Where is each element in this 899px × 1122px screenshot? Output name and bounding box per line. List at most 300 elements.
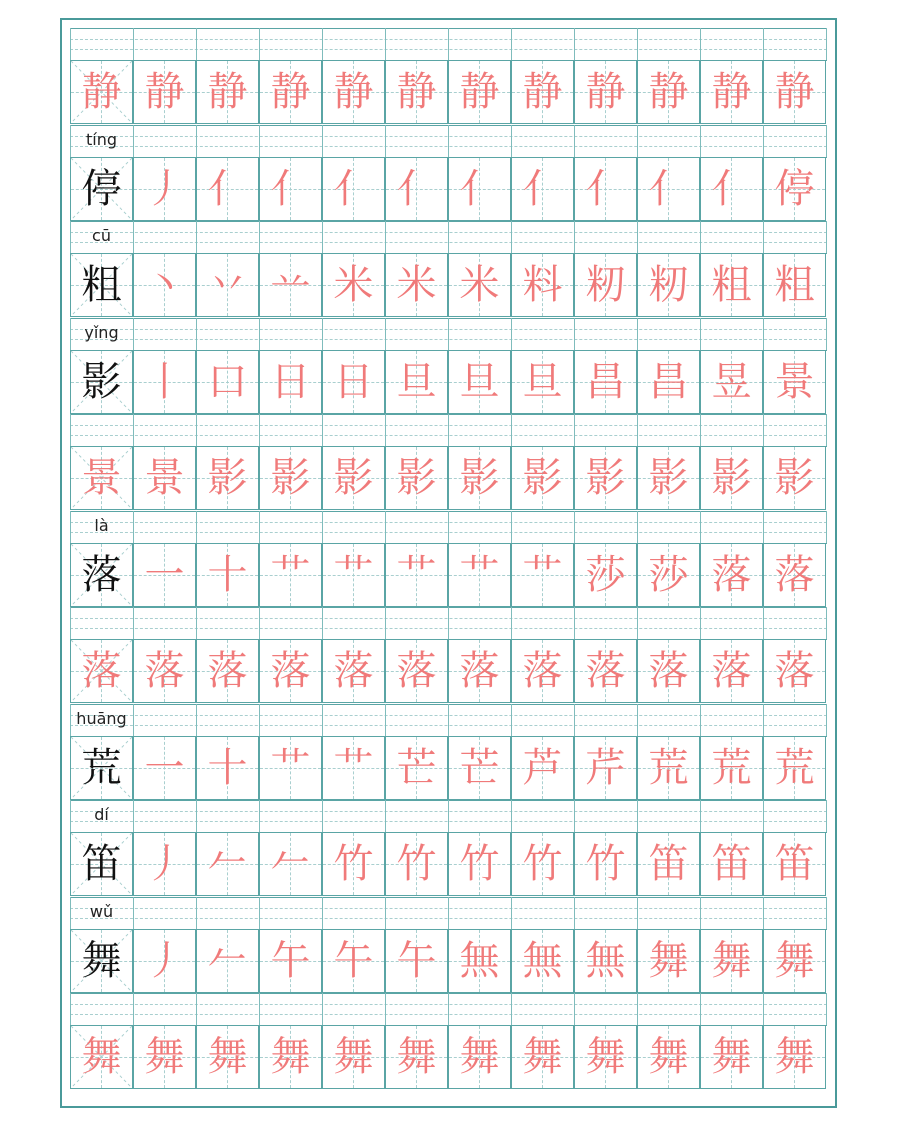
pinyin-column-line (133, 125, 134, 157)
pinyin-column-line (826, 28, 827, 60)
trace-character: 無 (585, 937, 626, 984)
trace-character: 落 (585, 648, 626, 694)
pinyin-column-line (385, 511, 386, 543)
pinyin-column-line (448, 800, 449, 832)
pinyin-column-line (700, 800, 701, 832)
practice-cell (700, 929, 763, 993)
practice-cell (637, 1025, 700, 1089)
pinyin-column-line (322, 125, 323, 157)
pinyin-column-line (637, 414, 638, 446)
practice-cell (637, 253, 700, 317)
trace-character: 静 (333, 69, 374, 115)
practice-cell (700, 832, 763, 896)
practice-cell (259, 446, 322, 510)
character-cells (70, 543, 827, 607)
pinyin-column-line (763, 607, 764, 639)
practice-cell (448, 736, 511, 800)
pinyin-column-line (196, 221, 197, 253)
pinyin-column-line (826, 414, 827, 446)
trace-character: 影 (333, 455, 374, 501)
trace-character: 午 (396, 937, 437, 984)
trace-character: 旦 (396, 358, 437, 405)
pinyin-column-line (637, 993, 638, 1025)
practice-cell (511, 1025, 574, 1089)
model-character: 落 (81, 551, 122, 598)
trace-character: 静 (522, 69, 563, 115)
practice-row (70, 414, 827, 510)
trace-character: 荒 (774, 744, 815, 791)
trace-character: 籾 (585, 262, 626, 308)
trace-character: 米 (396, 262, 437, 308)
practice-cell (448, 60, 511, 124)
trace-character: 竹 (396, 841, 437, 887)
practice-cell (385, 60, 448, 124)
trace-character: 舞 (396, 1034, 437, 1080)
pinyin-label: dí (94, 805, 109, 824)
practice-cell (763, 253, 826, 317)
pinyin-band (70, 28, 827, 60)
trace-character: 𠂉 (207, 841, 248, 887)
character-cells (70, 639, 827, 703)
pinyin-column-line (322, 993, 323, 1025)
practice-cell (322, 832, 385, 896)
model-character: 停 (81, 165, 122, 212)
practice-cell (637, 446, 700, 510)
pinyin-column-line (196, 704, 197, 736)
trace-character: 影 (648, 455, 689, 501)
pinyin-column-line (322, 800, 323, 832)
practice-cell (511, 157, 574, 221)
pinyin-column-line (385, 414, 386, 446)
pinyin-column-line (763, 800, 764, 832)
trace-character: 笛 (648, 841, 689, 887)
practice-row (70, 897, 827, 993)
practice-cell (259, 543, 322, 607)
pinyin-column-line (574, 318, 575, 350)
practice-cell (511, 543, 574, 607)
pinyin-column-line (826, 511, 827, 543)
pinyin-column-line (259, 800, 260, 832)
practice-cell (763, 446, 826, 510)
trace-character: 落 (711, 551, 752, 598)
practice-cell (637, 832, 700, 896)
pinyin-band (70, 125, 827, 157)
trace-character: 笛 (711, 841, 752, 887)
practice-cell (196, 736, 259, 800)
practice-cell (448, 446, 511, 510)
trace-character: 艹 (522, 551, 563, 598)
trace-character: 影 (270, 455, 311, 501)
practice-cell (511, 736, 574, 800)
pinyin-column-line (700, 221, 701, 253)
trace-character: 芒 (396, 744, 437, 791)
practice-cell (511, 639, 574, 703)
pinyin-column-line (826, 993, 827, 1025)
practice-cell (574, 446, 637, 510)
pinyin-column-line (196, 28, 197, 60)
character-cells (70, 253, 827, 317)
pinyin-band (70, 607, 827, 639)
model-character-cell (70, 543, 133, 607)
practice-cell (322, 157, 385, 221)
trace-character: 艹 (333, 551, 374, 598)
practice-cell (259, 60, 322, 124)
trace-character: 静 (585, 69, 626, 115)
trace-character: 丨 (144, 358, 185, 405)
practice-row (70, 993, 827, 1089)
trace-character: 丿 (144, 165, 185, 212)
model-character-cell (70, 446, 133, 510)
pinyin-column-line (574, 511, 575, 543)
practice-cell (511, 350, 574, 414)
practice-row (70, 704, 827, 800)
trace-character: 昱 (711, 358, 752, 405)
trace-character: 午 (333, 937, 374, 984)
trace-character: 落 (711, 648, 752, 694)
practice-cell (700, 543, 763, 607)
practice-cell (133, 929, 196, 993)
trace-character: 亻 (522, 165, 563, 212)
pinyin-column-line (700, 993, 701, 1025)
practice-cell (322, 639, 385, 703)
practice-cell (448, 1025, 511, 1089)
model-character-cell (70, 639, 133, 703)
pinyin-column-line (763, 993, 764, 1025)
practice-cell (196, 60, 259, 124)
pinyin-column-line (574, 993, 575, 1025)
pinyin-column-line (259, 125, 260, 157)
pinyin-column-line (133, 704, 134, 736)
pinyin-column-line (574, 221, 575, 253)
pinyin-column-line (259, 28, 260, 60)
pinyin-column-line (133, 221, 134, 253)
pinyin-column-line (385, 318, 386, 350)
pinyin-column-line (196, 511, 197, 543)
practice-cell (259, 253, 322, 317)
practice-cell (448, 929, 511, 993)
practice-cell (637, 736, 700, 800)
pinyin-column-line (700, 511, 701, 543)
trace-character: 景 (774, 358, 815, 405)
trace-character: 丿 (144, 937, 185, 984)
pinyin-column-line (385, 897, 386, 929)
practice-cell (448, 639, 511, 703)
character-cells (70, 929, 827, 993)
practice-cell (196, 639, 259, 703)
practice-cell (259, 736, 322, 800)
trace-character: 落 (207, 648, 248, 694)
practice-cell (574, 350, 637, 414)
practice-cell (763, 929, 826, 993)
model-character: 静 (81, 69, 122, 115)
pinyin-column-line (637, 221, 638, 253)
practice-cell (574, 736, 637, 800)
pinyin-column-line (511, 28, 512, 60)
pinyin-column-line (196, 125, 197, 157)
pinyin-column-line (133, 800, 134, 832)
pinyin-column-line (259, 511, 260, 543)
pinyin-column-line (511, 897, 512, 929)
pinyin-column-line (574, 28, 575, 60)
trace-character: 亻 (459, 165, 500, 212)
pinyin-column-line (196, 993, 197, 1025)
pinyin-column-line (448, 318, 449, 350)
trace-character: 影 (207, 455, 248, 501)
pinyin-label: cū (92, 226, 111, 245)
pinyin-column-line (133, 993, 134, 1025)
model-character: 荒 (81, 744, 122, 791)
trace-character: 落 (774, 551, 815, 598)
trace-character: 亻 (207, 165, 248, 212)
pinyin-column-line (763, 704, 764, 736)
trace-character: 十 (207, 744, 248, 791)
trace-character: 舞 (144, 1034, 185, 1080)
trace-character: 粗 (774, 262, 815, 308)
pinyin-column-line (385, 28, 386, 60)
trace-character: 丷 (207, 262, 248, 308)
practice-cell (511, 60, 574, 124)
trace-character: 艹 (459, 551, 500, 598)
trace-character: 艹 (333, 744, 374, 791)
practice-cell (637, 350, 700, 414)
practice-cell (763, 350, 826, 414)
model-character-cell (70, 253, 133, 317)
trace-character: 竹 (522, 841, 563, 887)
trace-character: 舞 (270, 1034, 311, 1080)
trace-character: 亻 (270, 165, 311, 212)
trace-character: 落 (459, 648, 500, 694)
practice-cell (511, 929, 574, 993)
pinyin-column-line (448, 704, 449, 736)
practice-cell (385, 446, 448, 510)
pinyin-column-line (826, 704, 827, 736)
trace-character: 落 (270, 648, 311, 694)
practice-cell (763, 832, 826, 896)
practice-cell (196, 157, 259, 221)
trace-character: 落 (144, 648, 185, 694)
pinyin-column-line (637, 125, 638, 157)
practice-cell (763, 639, 826, 703)
pinyin-column-line (259, 993, 260, 1025)
trace-character: 竹 (459, 841, 500, 887)
pinyin-column-line (637, 800, 638, 832)
practice-cell (133, 543, 196, 607)
trace-character: 芦 (522, 744, 563, 791)
practice-cell (385, 253, 448, 317)
pinyin-column-line (196, 318, 197, 350)
trace-character: 落 (648, 648, 689, 694)
pinyin-column-line (385, 993, 386, 1025)
trace-character: 芹 (585, 744, 626, 791)
trace-character: 料 (522, 262, 563, 308)
practice-cell (763, 157, 826, 221)
practice-cell (196, 1025, 259, 1089)
pinyin-column-line (700, 704, 701, 736)
practice-cell (700, 350, 763, 414)
practice-cell (385, 543, 448, 607)
practice-cell (448, 543, 511, 607)
practice-cell (448, 832, 511, 896)
practice-cell (196, 350, 259, 414)
trace-character: 影 (774, 455, 815, 501)
pinyin-column-line (448, 414, 449, 446)
trace-character: 静 (144, 69, 185, 115)
pinyin-column-line (763, 897, 764, 929)
practice-cell (448, 253, 511, 317)
practice-cell (133, 253, 196, 317)
pinyin-column-line (448, 993, 449, 1025)
pinyin-column-line (259, 318, 260, 350)
model-character: 景 (81, 455, 122, 501)
pinyin-column-line (574, 897, 575, 929)
model-character-cell (70, 832, 133, 896)
pinyin-column-line (448, 607, 449, 639)
practice-cell (322, 543, 385, 607)
practice-cell (574, 832, 637, 896)
trace-character: 亻 (333, 165, 374, 212)
pinyin-column-line (700, 607, 701, 639)
pinyin-column-line (70, 607, 71, 639)
trace-character: 落 (396, 648, 437, 694)
trace-character: 影 (459, 455, 500, 501)
pinyin-column-line (763, 221, 764, 253)
character-cells (70, 1025, 827, 1089)
pinyin-column-line (322, 318, 323, 350)
pinyin-column-line (133, 28, 134, 60)
trace-character: 落 (774, 648, 815, 694)
practice-cell (385, 832, 448, 896)
trace-character: 静 (774, 69, 815, 115)
trace-character: 舞 (333, 1034, 374, 1080)
pinyin-column-line (637, 318, 638, 350)
trace-character: 𠂉 (270, 841, 311, 887)
practice-cell (322, 446, 385, 510)
pinyin-column-line (574, 704, 575, 736)
practice-cell (574, 253, 637, 317)
pinyin-column-line (826, 607, 827, 639)
pinyin-column-line (259, 221, 260, 253)
practice-cell (637, 639, 700, 703)
practice-cell (763, 543, 826, 607)
trace-character: 舞 (648, 1034, 689, 1080)
practice-cell (511, 832, 574, 896)
pinyin-column-line (448, 511, 449, 543)
pinyin-column-line (826, 221, 827, 253)
pinyin-column-line (322, 28, 323, 60)
practice-cell (133, 446, 196, 510)
pinyin-label: là (94, 515, 109, 535)
pinyin-column-line (196, 800, 197, 832)
pinyin-column-line (763, 28, 764, 60)
practice-cell (574, 639, 637, 703)
pinyin-column-line (259, 414, 260, 446)
practice-cell (700, 736, 763, 800)
pinyin-column-line (826, 897, 827, 929)
trace-character: 静 (270, 69, 311, 115)
trace-character: 米 (459, 262, 500, 308)
practice-cell (196, 446, 259, 510)
practice-cell (322, 929, 385, 993)
model-character: 粗 (81, 262, 122, 308)
trace-character: 静 (648, 69, 689, 115)
practice-cell (700, 157, 763, 221)
pinyin-label: yǐng (84, 322, 119, 342)
character-cells (70, 350, 827, 414)
model-character-cell (70, 929, 133, 993)
pinyin-column-line (70, 28, 71, 60)
practice-cell (385, 736, 448, 800)
trace-character: 舞 (711, 1034, 752, 1080)
trace-character: 丿 (144, 841, 185, 887)
trace-character: 旦 (522, 358, 563, 405)
practice-cell (133, 736, 196, 800)
model-character: 笛 (81, 841, 122, 887)
trace-character: 艹 (270, 744, 311, 791)
trace-character: 一 (144, 551, 185, 598)
trace-character: 十 (207, 551, 248, 598)
pinyin-column-line (700, 318, 701, 350)
trace-character: 舞 (585, 1034, 626, 1080)
pinyin-column-line (70, 414, 71, 446)
model-character-cell (70, 60, 133, 124)
trace-character: 影 (522, 455, 563, 501)
pinyin-column-line (385, 221, 386, 253)
pinyin-column-line (826, 800, 827, 832)
trace-character: 停 (774, 165, 815, 212)
practice-cell (574, 60, 637, 124)
trace-character: 静 (207, 69, 248, 115)
trace-character: 舞 (774, 1034, 815, 1080)
practice-cell (637, 929, 700, 993)
pinyin-column-line (385, 704, 386, 736)
trace-character: 丶 (144, 262, 185, 308)
trace-character: 竹 (333, 841, 374, 887)
practice-cell (133, 832, 196, 896)
model-character-cell (70, 736, 133, 800)
trace-character: 艹 (396, 551, 437, 598)
pinyin-column-line (700, 897, 701, 929)
pinyin-label: tíng (85, 129, 117, 149)
practice-row (70, 318, 827, 414)
pinyin-column-line (385, 125, 386, 157)
pinyin-column-line (259, 704, 260, 736)
practice-cell (700, 60, 763, 124)
practice-cell (259, 157, 322, 221)
pinyin-column-line (637, 897, 638, 929)
practice-cell (574, 157, 637, 221)
pinyin-column-line (511, 511, 512, 543)
trace-character: 粗 (711, 262, 752, 308)
trace-character: 亻 (585, 165, 626, 212)
trace-character: 静 (396, 69, 437, 115)
practice-cell (322, 1025, 385, 1089)
practice-row (70, 607, 827, 703)
pinyin-column-line (700, 28, 701, 60)
model-character-cell (70, 1025, 133, 1089)
trace-character: 亻 (396, 165, 437, 212)
pinyin-column-line (826, 318, 827, 350)
pinyin-band (70, 511, 827, 543)
trace-character: 日 (270, 358, 311, 405)
practice-cell (322, 60, 385, 124)
pinyin-column-line (322, 897, 323, 929)
practice-cell (637, 60, 700, 124)
practice-cell (196, 253, 259, 317)
trace-character: 無 (459, 937, 500, 984)
practice-cell (133, 350, 196, 414)
trace-character: 舞 (207, 1034, 248, 1080)
practice-cell (259, 350, 322, 414)
